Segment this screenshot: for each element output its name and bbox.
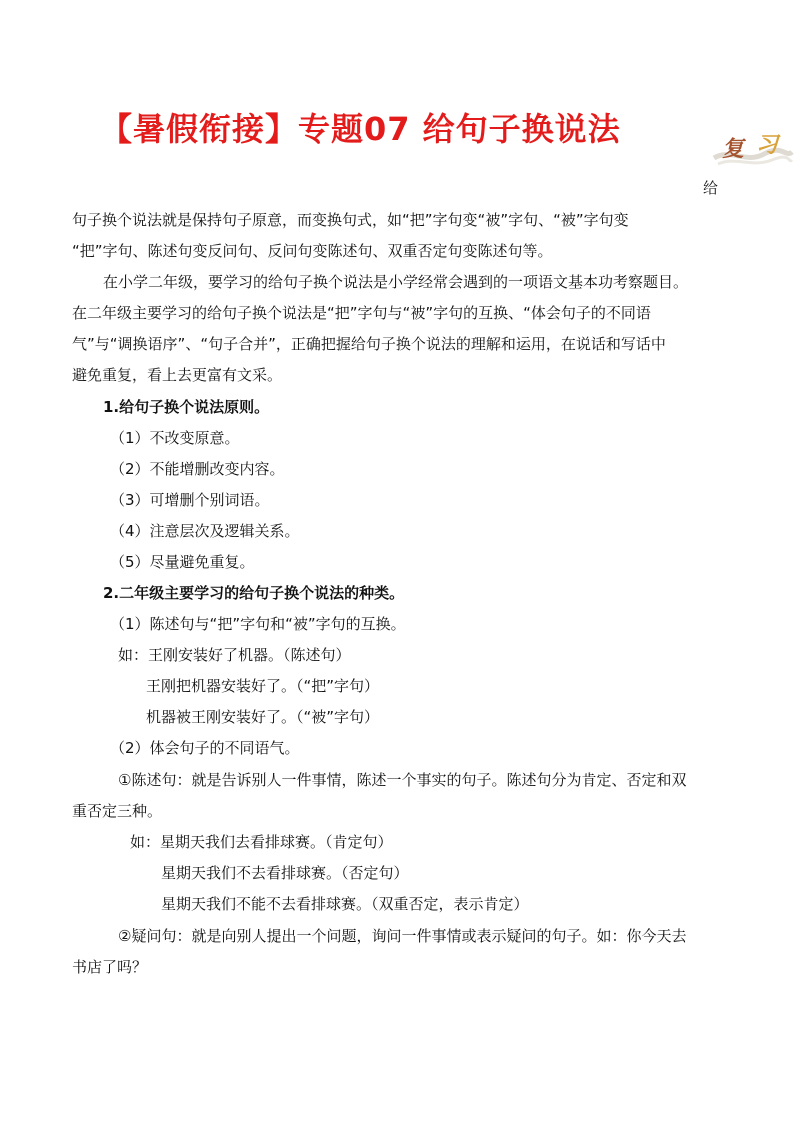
svg-text:习: 习 <box>756 132 779 158</box>
example-line: 如：王刚安装好了机器。（陈述句） <box>118 646 351 664</box>
para2-line-1: 在小学二年级，要学习的给句子换个说法是小学经常会遇到的一项语文基本功考察题目。 <box>103 273 689 291</box>
principle-item: （3）可增删个别词语。 <box>110 491 270 509</box>
example-line: 星期天我们不能不去看排球赛。（双重否定，表示肯定） <box>161 895 529 913</box>
example-line: 机器被王刚安装好了。（“被”字句） <box>146 708 380 726</box>
para2-line-3: 气”与“调换语序”、“句子合并”，正确把握给句子换个说法的理解和运用，在说话和写话中 <box>72 335 666 353</box>
interrogative-line-1: ②疑问句：就是向别人提出一个问题，询问一件事情或表示疑问的句子。如：你今天去 <box>118 927 687 945</box>
example-line: 如：星期天我们去看排球赛。（肯定句） <box>130 833 393 851</box>
declarative-line-2: 重否定三种。 <box>72 802 163 820</box>
principle-item: （4）注意层次及逻辑关系。 <box>110 522 300 540</box>
section2-heading: 2.二年级主要学习的给句子换个说法的种类。 <box>103 584 405 602</box>
principle-item: （1）不改变原意。 <box>110 429 240 447</box>
declarative-line-1: ①陈述句：就是告诉别人一件事情，陈述一个事实的句子。陈述句分为肯定、否定和双 <box>118 771 687 789</box>
intro-first-char: 给 <box>703 179 719 197</box>
principle-item: （5）尽量避免重复。 <box>110 553 255 571</box>
page-title: 【暑假衔接】专题07 给句子换说法 <box>100 110 621 148</box>
review-logo <box>712 128 794 172</box>
section2-sub2: （2）体会句子的不同语气。 <box>110 739 300 757</box>
example-line: 王刚把机器安装好了。（“把”字句） <box>146 677 380 695</box>
example-line: 星期天我们不去看排球赛。（否定句） <box>161 864 409 882</box>
section2-sub1: （1）陈述句与“把”字句和“被”字句的互换。 <box>110 615 406 633</box>
section1-heading: 1.给句子换个说法原则。 <box>103 398 270 416</box>
svg-text:复: 复 <box>722 136 745 162</box>
para2-line-4: 避免重复，看上去更富有文采。 <box>72 366 283 384</box>
principle-item: （2）不能增删改变内容。 <box>110 460 285 478</box>
para2-line-2: 在二年级主要学习的给句子换个说法是“把”字句与“被”字句的互换、“体会句子的不同语 <box>72 304 651 322</box>
interrogative-line-2: 书店了吗？ <box>72 958 148 976</box>
intro-line-2: “把”字句、陈述句变反问句、反问句变陈述句、双重否定句变陈述句等。 <box>72 242 553 260</box>
intro-line-1: 句子换个说法就是保持句子原意，而变换句式，如“把”字句变“被”字句、“被”字句变 <box>72 211 629 229</box>
review-logo-graphic <box>712 128 794 172</box>
